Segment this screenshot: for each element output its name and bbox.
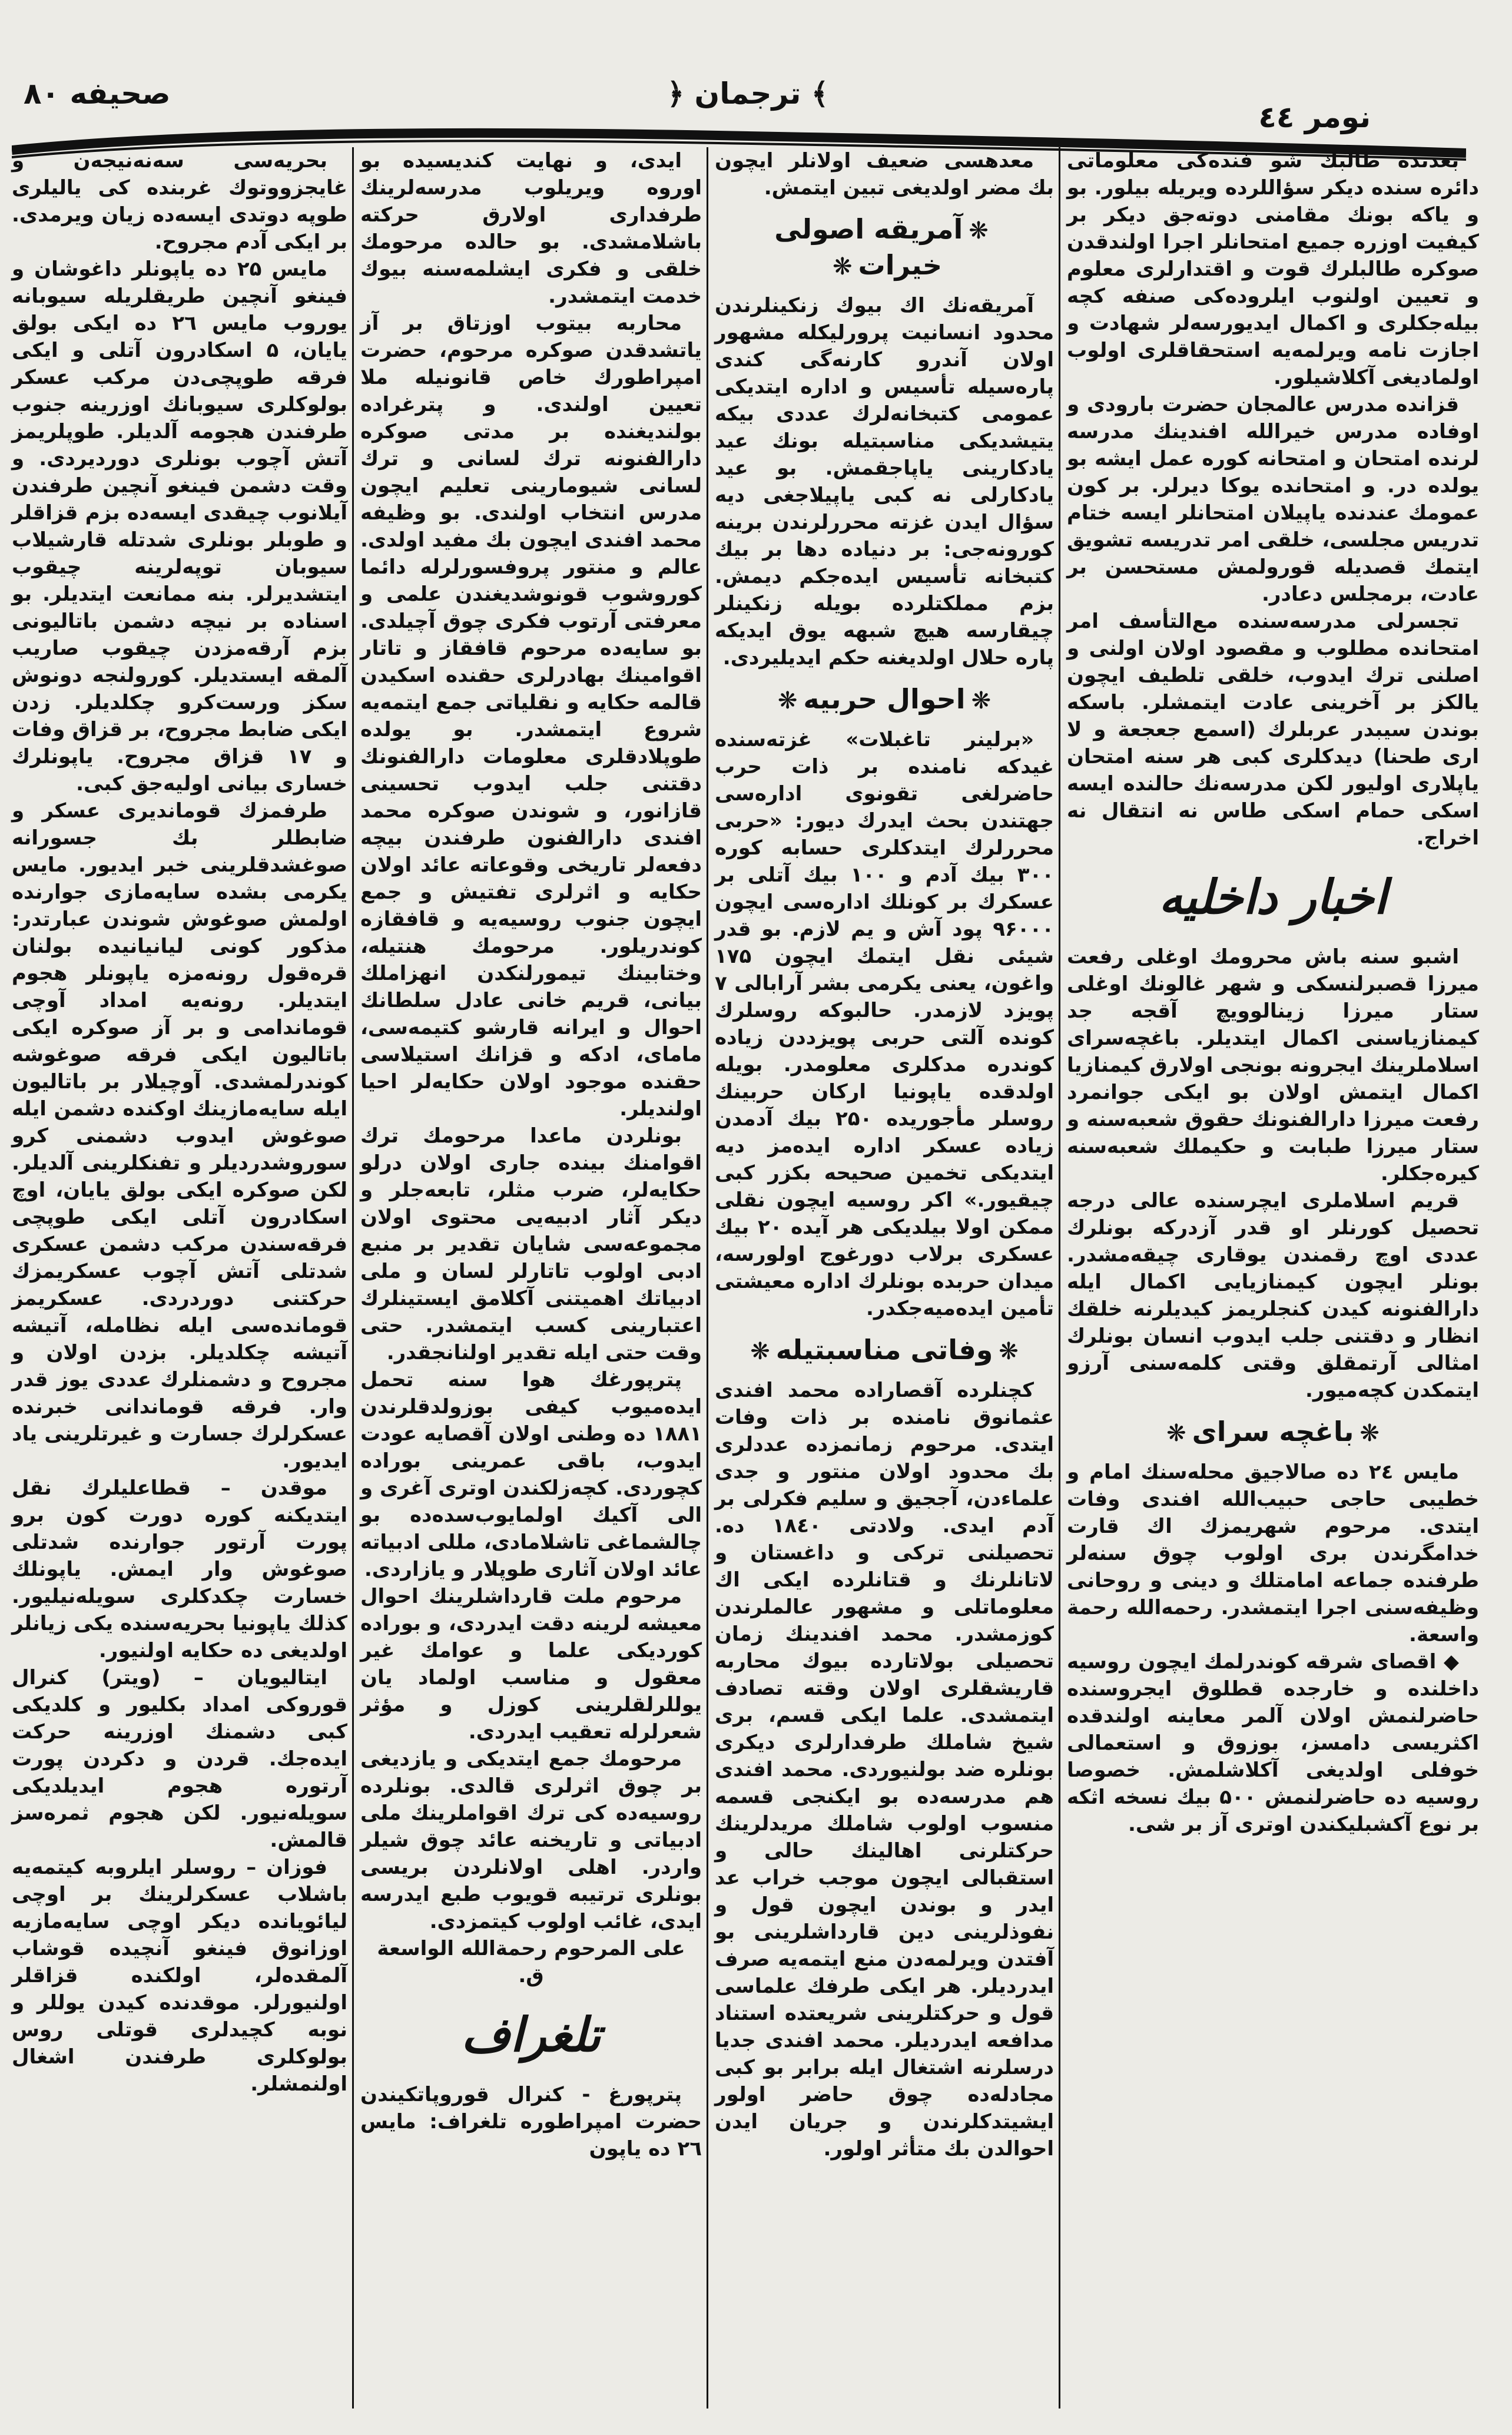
article-paragraph: قریم اسلاملری ایچرسنده عالی درجه تحصیل كورنلر او قدر آزدركه بونلرك عددی اوچ رقمندن یوقاری چیقه‌مشدر. بونلر ایچون كیمنازیایی اكمال ایله دارالفنونه كیدن كنجلریمز كیدیلرنه خلقك انظار و دقتنی جلب ایدوب انسان بونلرك امثالی آرتمقلق وقتی كلمه‌سنی آرزو ایتمكدن كچه‌میور. bbox=[1067, 1189, 1479, 1402]
article-paragraph: آمریقه‌نك اك بیوك زنكینلرندن محدود انسانیت پرورلیكله مشهور اولان آندرو كارنه‌گی كندی پاره‌سیله تأسیس و اداره ایتدیكی عمومی كتبخانه‌لرك عددی بیكه یتیشدیكی مناسبتیله بونك عید یادكارینی یاپاجقمش. بو عید یادكارلی نه كبی یاپیلاجغی دیه سؤال ایدن غزته محررلرندن برینه كورونه‌جی: بر دنیاده دها بر بیك كتبخانه تأسیس ایده‌جكم دیمش. بزم مملكتلرده بویله زنكینلر چیقارسه هیچ شبهه یوق ایدیكه پاره حلال اولدیغنه حكم ایدیلیردی. bbox=[715, 294, 1054, 670]
article-paragraph: مایس ۲۵ ده یاپونلر داغوشان و فینغو آنچین طریقلریله سیوبانه یوروب مایس ۲٦ ده ایكی بولق یایان، ۵ اسكادرون آتلی و ایكی فرقه طوپچی‌دن مركب عسكر بولوكلری سیوبانك اوزرینه جنوب طرفندن هجومه آلدیلر. طوپلریمز آتش آچوب بونلری دوردیردی. و وقت دشمن فینغو آنچین طرفندن آیلانوب چیقدی ایسه‌ده بزم قزاقلر و طوبلر بونلری شدتله قارشیلاب سیوبان توپه‌لرینه چیقوب ایتشدیرلر. بنه ممانعت ایتدیلر. بو اسناده بر نیچه دشمن باتالیونی بزم آرقه‌مزدن چیقوب صاریب آلمقه ایستدیلر. كورولنجه دونوش سكز ورست‌كرو چكلدیلر. زدن ایكی ضابط مجروح، بر قزاق وفات و ۱۷ قزاق مجروح. یاپونلرك خساری بیانی اولیه‌جق كبی. bbox=[12, 257, 348, 796]
heading-text: احوال حربیه bbox=[803, 683, 966, 715]
article-paragraph: طرفمزك قوماندیری عسكر و ضابطلر بك جسورانه صوغشدقلرینی خبر ایدیور. مایس یكرمی بشده سایه‌مازی جوارنده اولمش صوغوش شوندن عبارتدر: مذكور كونی لیانیانیده بولنان قره‌قول رونه‌مزه یاپونلر هجوم ایتدیلر. رونه‌یه امداد آوچی قوماندامی و بر آز صوكره ایكی باتالیون ایكی فرقه صوغوشه كوندرلمشدی. آوچیلار بر باتالیون ایله سایه‌مازینك اوكنده دشمن ایله صوغوش ایدوب دشمنی كرو سوروشدردیلر و تفنكلرینی آلدیلر. لكن صوكره ایكی بولق یایان، اوچ اسكادرون آتلی ایكی طوپچی فرقه‌سندن مركب دشمن عسكری شدتلی آتش آچوب عسكریمزك حركتنی دوردردی. عسكریمز قومانده‌سی ایله نظامله، آتیشه آتیشه چكلدیلر. بزدن اولان و مجروح و دشمنلرك عددی یوز قدر وار. فرقه قوماندانی خبرنده عسكرلرك جسارت و غیرتلرینی یاد ایدیور. bbox=[12, 799, 347, 1473]
signature-line: علی المرحوم رحمة‌الله الواسعة bbox=[377, 1937, 685, 1960]
article-paragraph: مرحومك جمع ایتدیكی و یازدیغی بر چوق اثرلری قالدی. بونلرده روسیه‌ده كی ترك اقواملرینك ملی ادبیاتی و تاریخنه عائد چوق شیلر واردر. اهلی اولانلردن بریسی بونلری ترتیبه قویوب طبع ایدرسه ایدی، غائب اولوب كیتمزدی. bbox=[360, 1747, 702, 1933]
column-1 bbox=[12, 147, 347, 2098]
ornament-icon: ❋ bbox=[777, 687, 798, 714]
column-divider bbox=[1059, 147, 1060, 2409]
ornament-icon: ❋ bbox=[969, 217, 989, 244]
issue-number: نومر ٤٤ bbox=[1258, 100, 1371, 134]
article-paragraph: كچنلرده آقصاراده محمد افندی عثمانوق نامنده بر ذات وفات ایتدی. مرحوم زمانمزده عددلری بك محدود اولان منتور و جدی علماء‌دن، آججیق و سلیم فكرلی بر آدم ایدی. ولادتی ۱۸٤۰ ده. تحصیلنی تركی و داغستان و لاتانلرنك و قتانلرده ایكی اك معلوماتلی و مشهور عالملرندن كوزمشدر. محمد افندینك زمان تحصیلی بولاتارده بیوك محاربه قاریشقلری اولان وقته تصادف ایتمشدی. علما ایكی قسم، بری شیخ شاملك طرفدارلری دیكری بونلره ضد بولنیوردی. محمد افندی هم مدرسه‌ده بو ایكنجی قسمه منسوب اولوب شاملك مریدلرینك حركتلرنی اهالینك حالی و استقبالی ایچون موجب خراب عد ایدر و بوندن ایچون قول و نفوذلرینی دین قارداشلرینی بو آفتدن ویرلمه‌دن منع ایتمه‌یه صرف ایدردیلر. هر ایكی طرفك علماسی قول و حركتلرینی شریعتده استناد مدافعه ایدردیلر. محمد افندی جدیا درسلرنه اشتغال ایله برابر بو كبی مجادله‌ده چوق حاضر اولور ایشیتدكلرندن و جریان ایدن احوالدن بك متأثر اولور. bbox=[715, 1379, 1054, 2161]
article-paragraph: موقدن – قطاعلیلرك نقل ایتدیكنه كوره دورت كون برو پورت آرتور جوارنده شدتلی صوغوش وار ایمش. یاپونلك خسارت چكدكلری سویله‌نیلیور. كذلك یاپونیا بحریه‌سنده یكی زیانلر اولدیغی ده حكایه اولنیور. bbox=[12, 1476, 347, 1662]
article-paragraph: اشبو سنه باش محرومك اوغلی رفعت میرزا قصبرلنسكی و شهر غالونك اوغلی ستار میرزا زینالوویچ آقجه‌ جد كیمنازیاسنی اكمال ایتدیلر. باغچه‌سرای اسلاملرینك ایجرونه بونجی اولارق كیمنازیا اكمال ایتمش اولان بو ایكی جوانمرد رفعت میرزا دارالفنونك حقوق شعبه‌سنه و ستار میرزا طبابت و حكیملك شعبه‌سنه كیره‌جكلر. bbox=[1067, 945, 1479, 1185]
article-paragraph: پترپورغ - كنرال قوروپاتكیندن حضرت امپراطوره تلغراف: مایس ۲٦ ده یاپون bbox=[360, 2083, 702, 2161]
article-paragraph: ایتالیویان – (ویتر) كنرال قوروكی امداد بكلیور و كلدیكی كبی دشمنك اوزرینه حركت ایده‌جك. قردن و دكردن پورت آرتوره هجوم ایدیلدیكی سویله‌نیور. لكن هجوم ثمره‌سز قالمش. bbox=[12, 1666, 347, 1852]
newspaper-name: ترجمان bbox=[694, 77, 801, 111]
column-divider bbox=[352, 147, 354, 2409]
page-number: صحیفه ۸۰ bbox=[24, 77, 171, 111]
section-heading: اخبار داخلیه bbox=[1159, 870, 1387, 925]
article-paragraph: مرحوم ملت قارداشلرینك احوال معیشه لرینه دقت ایدردی، و بوراده كوردیكی علما و عوامك غیر معقول و مناسب اولماد یان یوللرلقلرینی كوزل و مؤثر شعرلرله تعقیب ایدردی. bbox=[360, 1585, 702, 1744]
article-paragraph: محاربه بیتوب اوزتاق بر آز یاتشدقدن صوكره مرحوم، حضرت امپراطورك خاص قانونیله ملا تعیین اولندی. و پترغراده بولندیغنده بر مدتی صوكره دارالفنونه ترك لسانی و ترك لسانی شیومارینی تعلیم ایچون مدرس انتخاب اولندی. بو وظیفه محمد افندی ایچون بك مفید اولدی. عالم و منتور پروفسورلرله دائما كوروشوب قونوشدیغندن علمی و معرفتی آرتوب فكری چوق آچیلدی. بو سایه‌ده مرحوم قافقاز و تاتار اقوامینك بهادرلری حقنده اسكیدن قالمه حكایه و نقلیاتی جمع ایتمه‌یه شروع ایتمشدر. بو یولده طوپلادقلری معلومات دارالفنونك دقتنی جلب ایدوب تحسینی قازانور، و شوندن صوكره محمد افندی دارالفنون طرفندن بیچه دفعه‌لر تاریخی وقوعاته عائد اولان حكایه و اثرلری تفتیش و جمع ایچون جنوب روسیه‌یه و قافقازه كوندریلور. مرحومك هنتیله، وختابینك تیمورلنكدن انهزاملك بیانی، قریم خانی عادل سلطانك احوال و ایرانه قارشو كتیمه‌سی، ماماى، ادكه و قزانك استیلاسی حقنده موجود اولان حكایه‌لر احیا اولندیلر. bbox=[360, 312, 702, 1121]
ornament-icon: ❋ bbox=[971, 687, 992, 714]
article-paragraph: فوزان – روسلر ایلروبه كیتمه‌یه باشلاب عسكرلرینك بر اوچی لیائویانده دیكر اوچی سایه‌مازیه اوزانوق فینغو آنچیده قوشاب آلمقده‌لر، اولكنده قزاقلر اولنیورلر. موقدنده كیدن یوللر و نوبه كچیدلری قوتلی روس بولوكلری طرفندن اشغال اولنمشلر. bbox=[12, 1856, 347, 2096]
article-paragraph: بعدنده طالبك شو فنده‌كی معلوماتی دائره سنده دیكر سؤاللرده ویریله بیلور. بو و یاكه بونك مقامنی دوته‌جق دیكر بر كیفیت اوزره جمیع امتحانلر اجرا اولندقدن صوكره طالبلرك قوت و اقتدارلری معلوم و تعیین اولنوب ایلروده‌كی صنفه كچه بیله‌جكلری و اكمال ایدیورسه‌لر شهادت و اجازت نامه ویرلمه‌یه استحقاقلری اولوب اولمادیغی آكلاشیلور. bbox=[1067, 149, 1479, 389]
section-heading: تلغراف bbox=[461, 2007, 601, 2062]
article-paragraph: بونلردن ماعدا مرحومك ترك اقوامنك بینده جاری اولان درلو حكایه‌لر، ضرب مثلر، تابعه‌جلر و دیكر آثار ادبیه‌یی محتوی اولان مجموعه‌سی شایان تقدیر بر منبع ادبی اولوب تاتارلر لسان و ملی ادبیاتك اهمیتنی آكلامق ایستینلرك اعتبارینی كسب ایتمشدر. حتی وقت حتی ایله تقدیر اولنانجقدر. bbox=[360, 1124, 702, 1364]
article-paragraph: قزانده مدرس عالمجان حضرت بارودی و اوفاده مدرس خیرالله افندینك مدرسه لرنده امتحان و امتحانه كوره عمل ایشه بو یولده در. و امتحانده یوكا دیرلر. بر كون عمومك عندنده یاپیلان امتحانلر ایسه ختام تدریس مجلسی، خلقی امر تدریسه تشویق ایتمك قصدیله قورولمش مستحسن بر عادت، برمجلس دعادر. bbox=[1067, 393, 1479, 606]
masthead-title bbox=[659, 77, 836, 111]
section-heading bbox=[715, 1333, 1054, 1369]
ornament-icon: ﴾ bbox=[801, 77, 829, 111]
ornament-icon: ❋ bbox=[750, 1338, 770, 1365]
column-3 bbox=[715, 147, 1054, 2162]
ornament-icon: ﴿ bbox=[667, 77, 695, 111]
article-paragraph: «برلینر تاغبلات» غزته‌سنده غیدكه نامنده بر ذات حرب حاضرلغی تقونوی اداره‌سی جهتندن بحث ایدرك دیور: «حربی محررلرك ایتدكلری حسابه كوره ۳۰۰ بیك آدم و ۱۰۰ بیك آتلی بر عسكرك بر كونلك اداره‌سی ایچون ۹۶۰۰۰ پود آش و یم لازم. بو قدر شیئی نقل ایتمك ایچون ۱۷۵ واغون، یعنی یكرمی بشر آرابالی ۷ پویزد لازمدر. حالبوكه روسلرك كونده آلتی حربی پویزددن زیاده كوندره مدكلری معلومدر. بویله اولدقده یاپونیا اركان حربینك روسلر مأجوریده ۲۵۰ بیك آدمدن زیاده عسكر اداره ایده‌مز دیه ایتدیكی تخمین صحیحه بكزر كبی چیقیور.» اكر روسیه ایچون نقلی ممكن اولا بیلدیكی هر آیده ۲۰ بیك عسكری برلاب دورغوج اولورسه، میدان حربده بونلرك اداره معیشتی تأمین ایده‌میه‌جكدر. bbox=[715, 728, 1054, 1320]
signature-line: ق. bbox=[518, 1964, 544, 1987]
article-paragraph: مایس ۲٤ ده صالاجیق محله‌سنك امام و خطیبی حاجی حبیب‌الله افندی وفات ایتدی. مرحوم شهریمزك اك قارت خدامگرندن بری اولوب چوق سنه‌لر طرفنده جماعه امامتلك و دینی و روحانی وظیفه‌سنی اجرا ایتمشدر. رحمه‌الله رحمة واسعة. bbox=[1067, 1460, 1479, 1646]
column-4 bbox=[1067, 147, 1479, 1838]
article-paragraph: تجسرلی مدرسه‌سنده مع‌التأسف امر امتحانده مطلوب و مقصود اولان اولنی و اصلنی ترك ایدوب، خلقی تلطیف ایچون یالكز بر آخرینی عادت ایتمشلر. باسكه بوندن سیبدر عربلرك (اسمع جعجعة و لا اری طحنا) دیدكلری كبی هر سنه امتحان یاپلاری اولیور لكن مدرسه‌نك حالنده ایسه اسكی حمام اسكی طاس نه انتقال نه اخراج. bbox=[1067, 609, 1479, 850]
section-heading bbox=[715, 212, 1054, 284]
article-paragraph: ایدی، و نهایت كندیسیده بو اوروه ویریلوب مدرسه‌لرینك طرفداری اولارق حركته باشلامشدی. بو حالده مرحومك خلقی و فكری ایشلمه‌سنه بیوك خدمت ایتمشدر. bbox=[360, 149, 702, 308]
article-paragraph: معدهسی ضعیف اولانلر ایچون بك مضر اولدیغی تبین ایتمش. bbox=[715, 149, 1054, 200]
ornament-icon: ❋ bbox=[832, 253, 853, 280]
heading-text: آمریقه اصولی خیرات bbox=[774, 213, 963, 281]
column-2 bbox=[360, 147, 702, 2162]
section-heading bbox=[715, 682, 1054, 718]
section-heading bbox=[1067, 1414, 1479, 1450]
column-divider bbox=[707, 147, 708, 2409]
ornament-icon: ❋ bbox=[1360, 1420, 1380, 1447]
article-paragraph: ◆ اقصای شرقه كوندرلمك ایچون روسیه داخلنده و خارجده قطلوق ایجروسنده حاضرلنمش اولان آلمر معاینه اولندقده اكثریسی دامسز، بوزوق و استعمالی خوفلی اولدیغی آكلاشلمش. خصوصا روسیه ده حاضرلنمش ۵۰۰ بیك نسخه اثكه بر نوع آكشبلیكندن اوتری آز بر شی. bbox=[1067, 1650, 1479, 1836]
article-paragraph: پترپورغك هوا سنه تحمل ایده‌میوب كیفی بوزولدقلرندن ۱۸۸۱ ده وطنی اولان آقصایه عودت ایدوب، باقی عمرینی بوراده كچوردی. كچه‌زلكندن اوتری آغری و الی آكیك اولمایوب‌سده‌ده بو چالشماغی تاشلامادی، مللی ادبیاته عائد اولان آثاری طوپلار و یازاردی. bbox=[360, 1368, 702, 1581]
ornament-icon: ❋ bbox=[999, 1338, 1019, 1365]
heading-text: وفاتی مناسبتیله bbox=[775, 1334, 993, 1366]
heading-text: باغچه سرای bbox=[1192, 1416, 1354, 1447]
ornament-icon: ❋ bbox=[1166, 1420, 1186, 1447]
article-paragraph: بحریه‌سی سه‌نه‌نیجه‌ن و غایجزووتوك غربنده كی یالیلری طوپه دوتدی ایسه‌ده زیان ویرمدی. بر ایكی آدم مجروح. bbox=[12, 149, 347, 254]
